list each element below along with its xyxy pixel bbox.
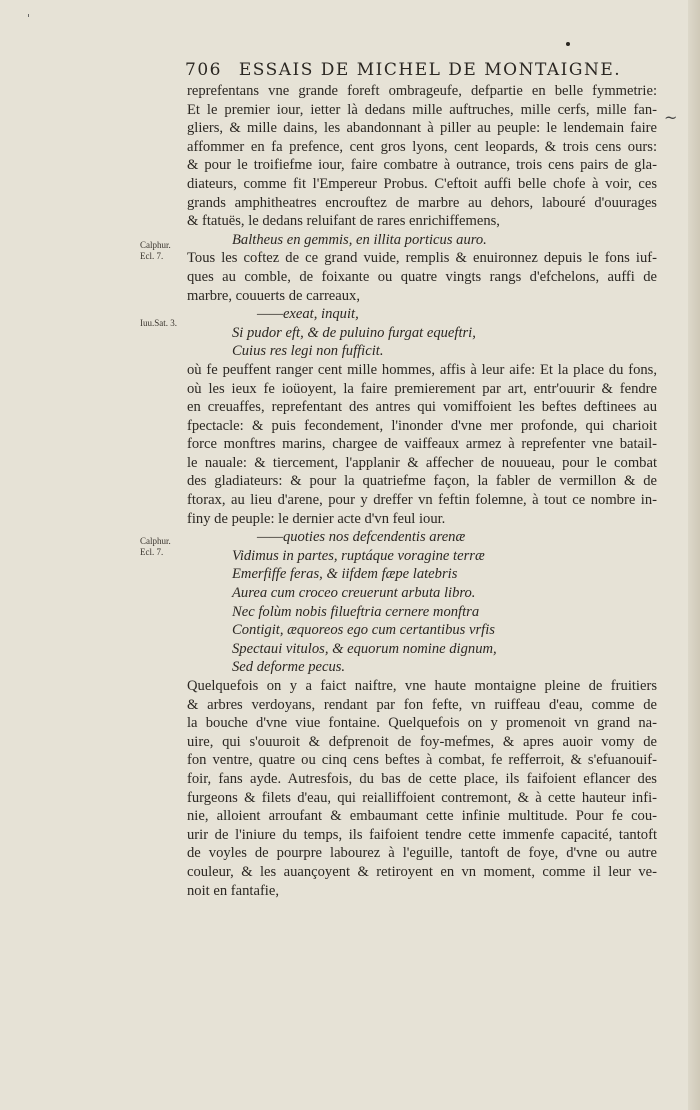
verse-line: Sed deforme pecus. [232,659,346,676]
text-line: finy de peuple: le dernier acte d'vn feul iour. [187,510,446,527]
text-line: urir de l'iniure du temps, ils faifoient tendre cette immenfe capacité, tantoft [187,826,657,843]
text-line: affommer en fa prefence, cent gros lyons, cent leopards, & trois cens ours: [187,138,657,155]
text-line: force monftres marins, chargee de vaiffeaux armez à reprefenter vne batail- [187,436,657,453]
text-line: noit en fantafie, [187,882,279,899]
text-line: des gladiateurs: & pour la quatriefme façon, la fabler de vermillon & de [187,473,657,490]
text-line: Et le premier iour, ietter là dedans mille auftruches, mille cerfs, mille fan- [187,101,657,118]
text-line: nie, alloient arroufant & embaumant cette infinie multitude. Pour fe cou- [187,808,657,825]
text-line: Tous les coftez de ce grand vuide, remplis & enuironnez depuis le fons iuf- [187,250,657,267]
running-title: ESSAIS DE MICHEL DE MONTAIGNE. [238,60,622,80]
text-line: gliers, & mille dains, les abandonnant à piller au peuple: le lendemain faire [187,120,657,137]
text-line: & pour le troifiefme iour, faire combatre à outrance, trois cens pairs de gla- [187,157,657,174]
verse-line: Si pudor eft, & de puluino furgat equeftri, [232,324,476,341]
page-edge [688,0,700,1110]
text-line: ftorax, au lieu d'arene, pour y dreffer vn feftin folemne, à tout ce nombre in- [187,492,657,509]
verse-line: ——exeat, inquit, [257,306,359,323]
text-line: & arbres verdoyans, rendant par fon fefte, vn ruiffeau d'eau, comme de [187,696,657,713]
verse-line: Nec folùm nobis filueftria cernere monftra [232,603,480,620]
text-line: furgeons & filets d'eau, qui reialliffoient contremont, & à cette hauteur infi- [187,789,657,806]
running-header [185,60,622,80]
text-line: fon ventre, quatre ou cinq cens beftes à combat, fe refferroit, & s'efuanouif- [187,752,657,769]
text-line: où fe peuffent ranger cent mille hommes, affis à leur aife: Et la place du fons, [187,361,657,378]
verse-line: Cuius res legi non fufficit. [232,343,384,360]
text-line: la bouche d'vne viue fontaine. Quelquefois on y promenoit vn grand na- [187,715,657,732]
verse-line: Contigit, æquoreos ego cum certantibus vrfis [232,622,495,639]
text-line: de voyles de pourpre labourez à l'eguille, tantoft de foye, d'vne ou autre [187,845,657,862]
margin-note-calphur-2: Calphur. Ecl. 7. [140,536,171,557]
corner-mark: ' [27,12,31,25]
verse-line: Baltheus en gemmis, en illita porticus auro. [232,231,487,248]
text-line: reprefentans vne grande foreft ombrageufe, defpartie en belle fymmetrie: [187,83,657,99]
text-line: grands amphitheatres encrouftez de marbre au dehors, labouré d'ouurages [187,194,657,211]
text-line: en creuaffes, reprefentant des antres qui vomiffoient les beftes deftinees au [187,399,657,416]
verse-line: Spectaui vitulos, & equorum nomine dignum, [232,640,497,657]
margin-note-iuu-sat: Iuu.Sat. 3. [140,318,177,328]
text-line: foir, fans ayde. Autresfois, du bas de cette place, ils faifoient eflancer des [187,770,657,787]
verse-line: ——quoties nos defcendentis arenæ [257,529,466,546]
verse-line: Aurea cum croceo creuerunt arbuta libro. [232,585,476,602]
text-line: couleur, & les auançoyent & retiroyent en vn moment, comme il leur ve- [187,863,657,880]
main-text [187,82,657,900]
text-line: le nauale: & tiercement, l'applanir & affecher de nouueau, pour le combat [187,454,657,471]
text-line: fpectacle: & puis fecondement, l'inonder d'vne mer profonde, qui charioit [187,417,657,434]
text-line: Quelquefois on y a faict naiftre, vne haute montaigne pleine de fruitiers [187,678,657,694]
text-line: diateurs, comme fit l'Empereur Probus. C'eftoit auffi belle chofe à voir, ces [187,175,657,192]
margin-note-calphur-1: Calphur. Ecl. 7. [140,240,171,261]
text-line: ques au comble, de foixante ou quatre vingts rangs d'efchelons, auffi de [187,268,657,285]
ink-dot [566,42,570,46]
page-number: 706 [185,60,222,80]
text-line: uire, qui s'ouuroit & defprenoit de foy-mefmes, & apres auoir vomy de [187,733,657,750]
verse-line: Vidimus in partes, ruptáque voragine terræ [232,547,485,564]
ink-flourish-mark: ~ [664,108,678,127]
text-line: & ftatuës, le dedans reluifant de rares enrichiffemens, [187,213,500,230]
verse-line: Emerfiffe feras, & iifdem fæpe latebris [232,566,458,583]
text-line: où les ieux fe ioüoyent, la faire premierement par art, entr'ouurir & fendre [187,380,657,397]
text-line: marbre, couuerts de carreaux, [187,287,361,304]
